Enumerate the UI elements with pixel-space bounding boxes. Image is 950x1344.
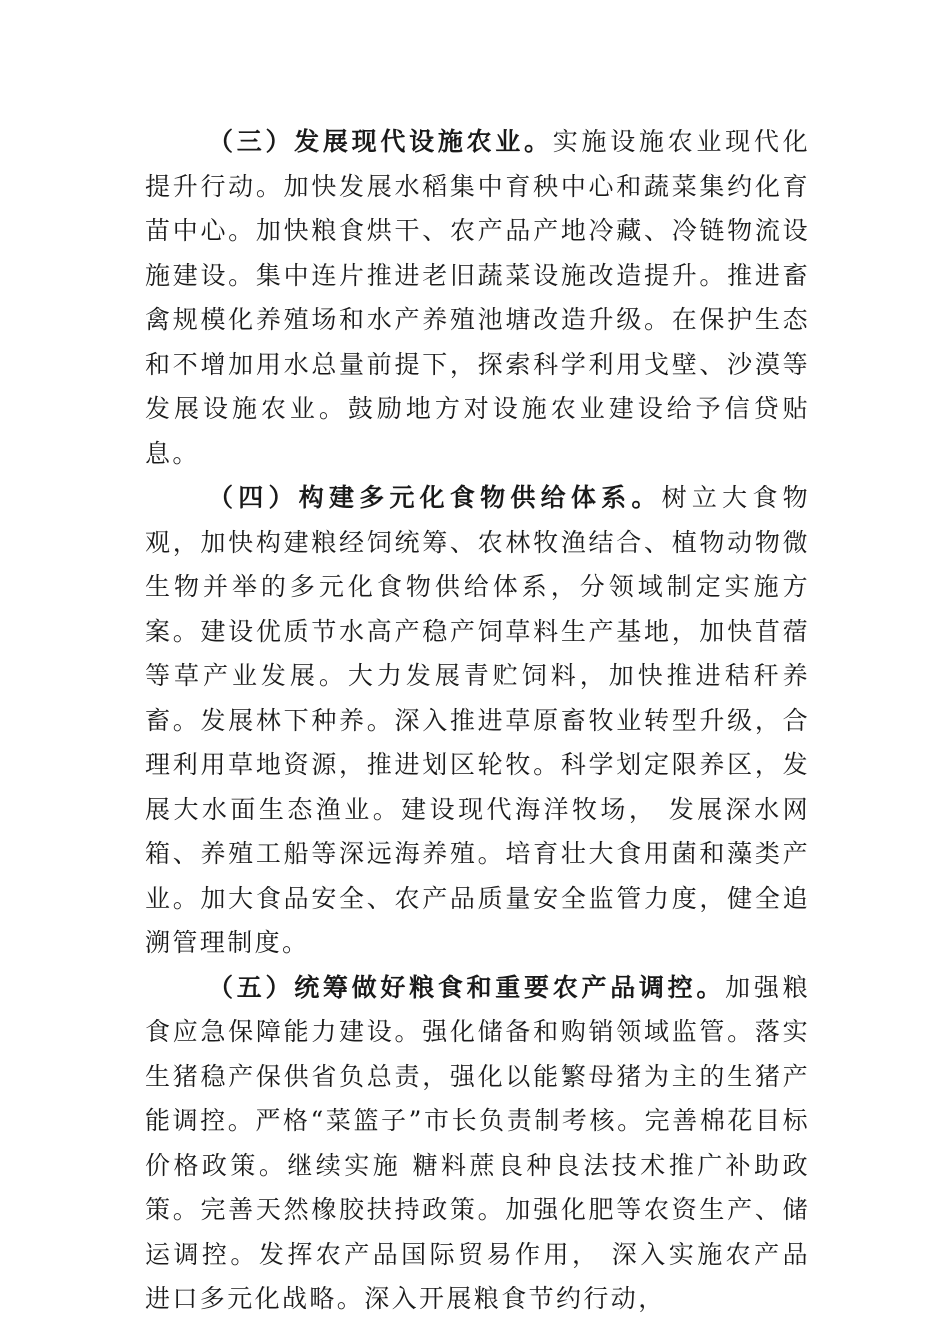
section-heading-3: （三）发展现代设施农业。 bbox=[208, 127, 553, 156]
section-heading-4: （四）构建多元化食物供给体系。 bbox=[208, 483, 662, 512]
paragraph-section-4 bbox=[145, 476, 810, 966]
section-body-3: 实施设施农业现代化提升行动。加快发展水稻集中育秧中心和蔬菜集约化育苗中心。加快粮食烘干、农产品产地冷藏、冷链物流设施建设。集中连片推进老旧蔬菜设施改造提升。推进畜禽规模化养殖场和水产养殖池塘改造升级。在保护生态和不增加用水总量前提下，探索科学利用戈壁、沙漠等发展设施农业。鼓励地方对设施农业建设给予信贷贴息。 bbox=[145, 127, 810, 468]
paragraph-section-3 bbox=[145, 120, 810, 476]
section-heading-5: （五）统筹做好粮食和重要农产品调控。 bbox=[208, 972, 726, 1002]
section-body-5: 加强粮食应急保障能力建设。强化储备和购销领域监管。落实生猪稳产保供省负总责，强化以能繁母猪为主的生猪产能调控。严格“菜篮子”市长负责制考核。完善棉花目标价格政策。继续实施 糖料蔗良种良法技术推广补助政策。完善天然橡胶扶持政策。加强化肥等农资生产、储运调控。发挥农产品国际贸易作用， 深入实施农产品进口多元化战略。深入开展粮食节约行动， bbox=[145, 972, 811, 1313]
section-body-4: 树立大食物观，加快构建粮经饲统筹、农林牧渔结合、植物动物微生物并举的多元化食物供给体系，分领域制定实施方案。建设优质节水高产稳产饲草料生产基地，加快苜蓿等草产业发展。大力发展青贮饲料，加快推进秸秆养畜。发展林下种养。深入推进草原畜牧业转型升级，合理利用草地资源，推进划区轮牧。科学划定限养区，发展大水面生态渔业。建设现代海洋牧场， 发展深水网箱、养殖工船等深远海养殖。培育壮大食用菌和藻类产业。加大食品安全、农产品质量安全监管力度，健全追溯管理制度。 bbox=[145, 483, 810, 957]
paragraph-section-5 bbox=[145, 966, 810, 1322]
document-body bbox=[145, 120, 810, 1322]
